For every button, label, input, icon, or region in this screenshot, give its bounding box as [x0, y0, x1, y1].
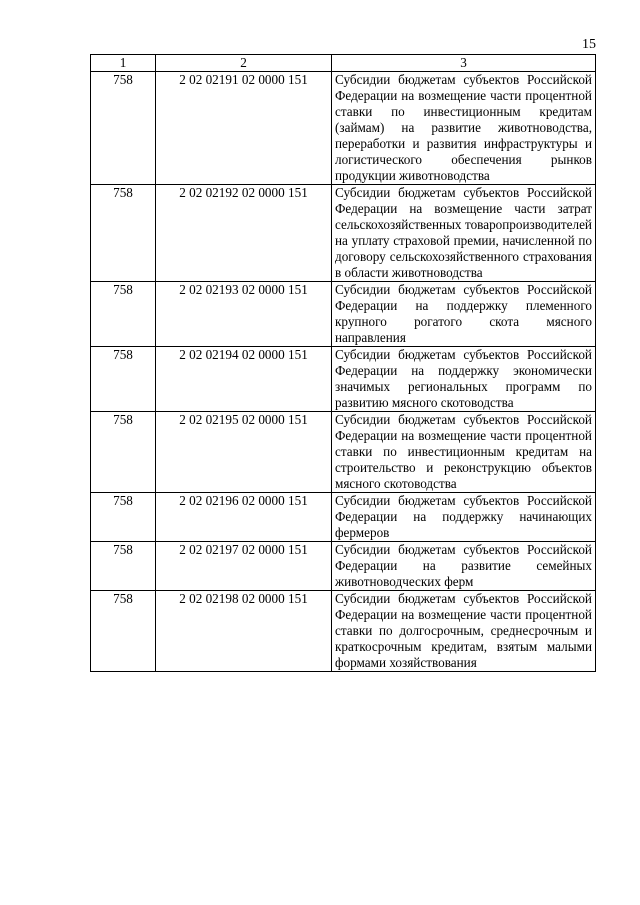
table-row — [91, 412, 596, 493]
table-row — [91, 72, 596, 185]
table-row — [91, 185, 596, 282]
column-header-2: 2 — [156, 55, 332, 72]
page-number: 15 — [582, 37, 596, 52]
table-row — [91, 347, 596, 412]
revenue-name-cell: Субсидии бюджетам субъектов Российской Федерации на возмещение части затрат сельскохозяйственных товаропроизводителей на уплату страховой премии, начисленной по договору сельскохозяйственного страхования в области животноводства — [332, 185, 596, 282]
admin-code-cell: 758 — [91, 591, 156, 672]
revenue-name-cell: Субсидии бюджетам субъектов Российской Федерации на возмещение части процентной ставки по инвестиционным кредитам на строительство и реконструкцию объектов мясного скотоводства — [332, 412, 596, 493]
revenue-name-cell: Субсидии бюджетам субъектов Российской Федерации на поддержку племенного крупного рогатого скота мясного направления — [332, 282, 596, 347]
table-header-row — [91, 55, 596, 72]
table-row — [91, 542, 596, 591]
revenue-name-cell: Субсидии бюджетам субъектов Российской Федерации на поддержку начинающих фермеров — [332, 493, 596, 542]
revenue-code-cell: 2 02 02192 02 0000 151 — [156, 185, 332, 282]
admin-code-cell: 758 — [91, 493, 156, 542]
revenue-name-cell: Субсидии бюджетам субъектов Российской Федерации на возмещение части процентной ставки по долгосрочным, среднесрочным и краткосрочным кредитам, взятым малыми формами хозяйствования — [332, 591, 596, 672]
table-row — [91, 591, 596, 672]
admin-code-cell: 758 — [91, 282, 156, 347]
column-header-3: 3 — [332, 55, 596, 72]
budget-revenue-table — [90, 54, 596, 672]
revenue-code-cell: 2 02 02198 02 0000 151 — [156, 591, 332, 672]
revenue-code-cell: 2 02 02196 02 0000 151 — [156, 493, 332, 542]
admin-code-cell: 758 — [91, 542, 156, 591]
revenue-code-cell: 2 02 02194 02 0000 151 — [156, 347, 332, 412]
admin-code-cell: 758 — [91, 347, 156, 412]
admin-code-cell: 758 — [91, 72, 156, 185]
revenue-name-cell: Субсидии бюджетам субъектов Российской Федерации на развитие семейных животноводческих ферм — [332, 542, 596, 591]
revenue-name-cell: Субсидии бюджетам субъектов Российской Федерации на поддержку экономически значимых региональных программ по развитию мясного скотоводства — [332, 347, 596, 412]
revenue-code-cell: 2 02 02193 02 0000 151 — [156, 282, 332, 347]
revenue-name-cell: Субсидии бюджетам субъектов Российской Федерации на возмещение части процентной ставки по инвестиционным кредитам (займам) на развитие животноводства, переработки и развития инфраструктуры и логистического обеспечения рынков продукции животноводства — [332, 72, 596, 185]
admin-code-cell: 758 — [91, 185, 156, 282]
admin-code-cell: 758 — [91, 412, 156, 493]
revenue-code-cell: 2 02 02191 02 0000 151 — [156, 72, 332, 185]
table-row — [91, 493, 596, 542]
revenue-code-cell: 2 02 02197 02 0000 151 — [156, 542, 332, 591]
table-row — [91, 282, 596, 347]
column-header-1: 1 — [91, 55, 156, 72]
revenue-code-cell: 2 02 02195 02 0000 151 — [156, 412, 332, 493]
